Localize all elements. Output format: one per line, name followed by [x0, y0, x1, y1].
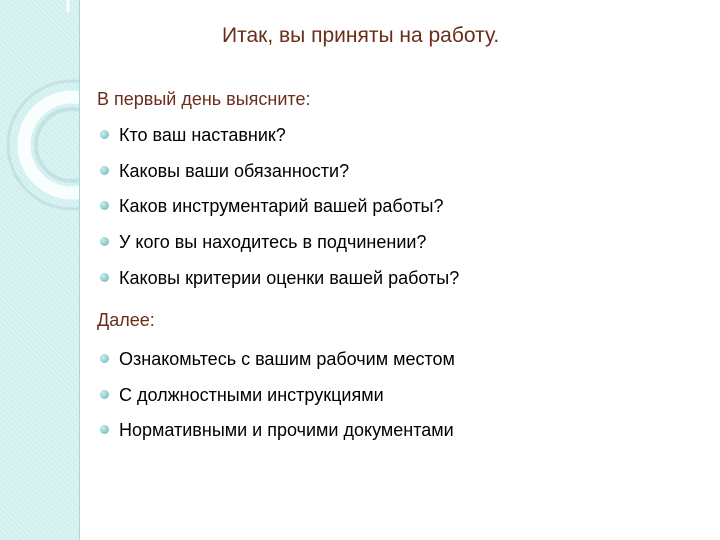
list-item-text: Нормативными и прочими документами — [119, 420, 454, 441]
list-item — [97, 383, 455, 419]
list-item-text: Каковы ваши обязанности? — [119, 160, 350, 181]
list-item-text: У кого вы находитесь в подчинении? — [119, 232, 427, 253]
list-item — [97, 194, 459, 230]
list-item — [97, 159, 459, 195]
decorative-circle-inner — [36, 109, 79, 181]
list-item-text: С должностными инструкциями — [119, 384, 384, 405]
decorative-ring — [24, 97, 79, 193]
side-divider — [79, 0, 80, 540]
list-item-text: Каков инструментарий вашей работы? — [119, 196, 444, 217]
bullet-icon — [100, 166, 109, 175]
bullet-icon — [100, 237, 109, 246]
bullet-icon — [100, 130, 109, 139]
list-item — [97, 123, 459, 159]
decorative-circles — [0, 0, 79, 540]
list-item — [97, 418, 455, 454]
list-item — [97, 230, 459, 266]
section-heading-next: Далее: — [97, 310, 155, 330]
bullet-icon — [100, 425, 109, 434]
first-day-list — [97, 123, 459, 301]
decorative-side-band — [0, 0, 79, 540]
list-item — [97, 266, 459, 302]
bullet-icon — [100, 201, 109, 210]
bullet-icon — [100, 273, 109, 282]
bullet-icon — [100, 354, 109, 363]
bullet-icon — [100, 390, 109, 399]
list-item — [97, 347, 455, 383]
list-item-text: Кто ваш наставник? — [119, 125, 286, 145]
next-steps-list — [97, 347, 455, 454]
list-item-text: Каковы критерии оценки вашей работы? — [119, 267, 460, 288]
list-item-text: Ознакомьтесь с вашим рабочим местом — [119, 349, 455, 369]
section-heading-first-day: В первый день выясните: — [97, 89, 311, 109]
slide-title: Итак, вы приняты на работу. — [222, 24, 500, 47]
